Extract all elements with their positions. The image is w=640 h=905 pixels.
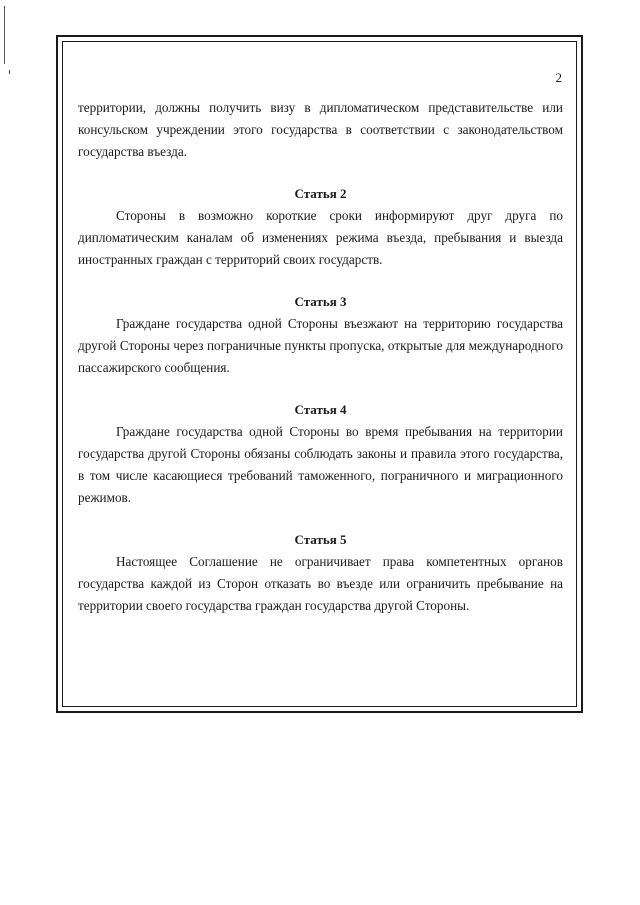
scan-edge-mark-small	[9, 70, 10, 74]
article-3-text: Граждане государства одной Стороны въезжают на территорию государства другой Стороны через пограничные пункты пропуска, открытые для международного пассажирского сообщения.	[78, 316, 563, 375]
article-2-text: Стороны в возможно короткие сроки информируют друг друга по дипломатическим каналам об изменениях режима въезда, пребывания и выезда иностранных граждан с территорий своих государств.	[78, 208, 563, 267]
article-5-heading: Статья 5	[294, 532, 347, 547]
article-4-heading: Статья 4	[294, 402, 347, 417]
opening-paragraph: территории, должны получить визу в дипломатическом представительстве или консульском учреждении этого государства в соответствии с законодательством государства въезда.	[78, 100, 563, 159]
article-2-heading: Статья 2	[294, 186, 347, 201]
scan-edge-mark	[4, 6, 5, 64]
page-frame	[56, 35, 583, 713]
article-5-text: Настоящее Соглашение не ограничивает права компетентных органов государства каждой из Сторон отказать во въезде или ограничить пребывание на территории своего государства граждан государства другой Стороны.	[78, 554, 563, 613]
page-number: 2	[555, 70, 562, 85]
document-body	[78, 97, 563, 617]
article-4-text: Граждане государства одной Стороны во время пребывания на территории государства другой Стороны обязаны соблюдать законы и правила этого государства, в том числе касающиеся требований таможенного, пограничного и миграционного режимов.	[78, 424, 563, 505]
article-3-heading: Статья 3	[294, 294, 347, 309]
